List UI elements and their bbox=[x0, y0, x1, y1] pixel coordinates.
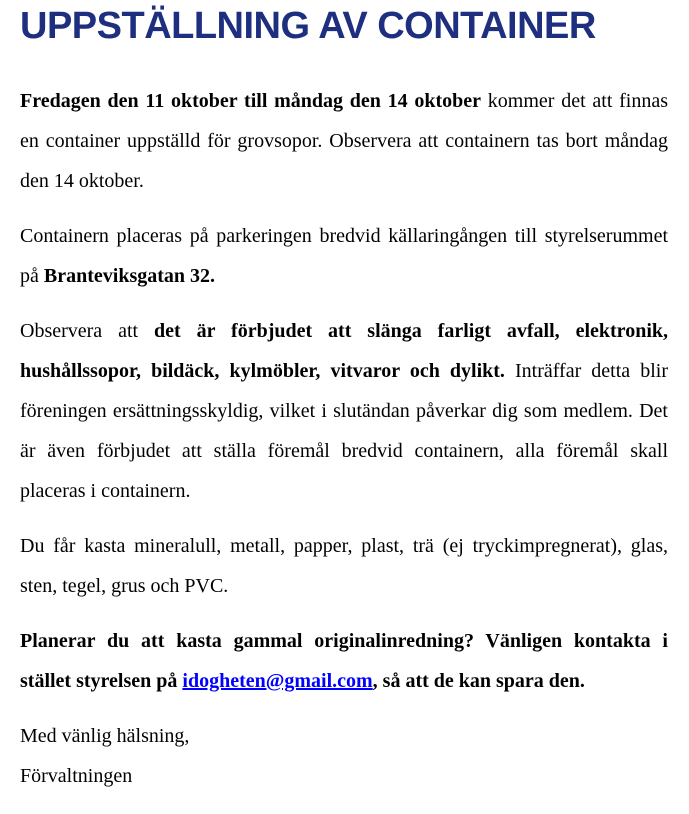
closing-signature: Förvaltningen bbox=[20, 764, 133, 787]
paragraph-container-dates bbox=[20, 81, 668, 201]
email-link[interactable]: idogheten@gmail.com bbox=[182, 669, 373, 692]
paragraph-furnishings-lead-text: Planerar du att kasta gammal originalinredning? Vänligen kontakta i stället styrelsen på bbox=[20, 629, 668, 692]
paragraph-dates-regular-text: kommer det att finnas en container uppställd för grovsopor. Observera att containern tas bort måndag den 14 oktober. bbox=[20, 89, 669, 192]
paragraph-forbidden-lead-text: Observera att bbox=[20, 319, 155, 342]
paragraph-allowed-items: Du får kasta mineralull, metall, papper, plast, trä (ej tryckimpregnerat), glas, sten, tegel, grus och PVC. bbox=[20, 534, 668, 597]
page-title: UPPSTÄLLNING AV CONTAINER bbox=[20, 5, 596, 47]
paragraph-dates-bold-text: Fredagen den 11 oktober till måndag den 14 oktober bbox=[20, 89, 482, 112]
paragraph-location-regular-text: Containern placeras på parkeringen bredvid källaringången till styrelserummet på bbox=[20, 224, 668, 287]
paragraph-container-location bbox=[20, 216, 668, 296]
paragraph-forbidden-bold-text: det är förbjudet att slänga farligt avfall, elektronik, hushållssopor, bildäck, kylmöbler, vitvaror och dylikt. bbox=[20, 319, 669, 382]
paragraph-location-address-bold: Branteviksgatan 32. bbox=[43, 264, 216, 287]
paragraph-original-furnishings bbox=[20, 621, 668, 701]
paragraph-forbidden-items bbox=[20, 311, 668, 511]
paragraph-furnishings-end-text: , så att de kan spara den. bbox=[372, 669, 585, 692]
closing-greeting: Med vänlig hälsning, bbox=[20, 724, 190, 747]
paragraph-forbidden-rest-text: Inträffar detta blir föreningen ersättningsskyldig, vilket i slutändan påverkar dig som medlem. Det är även förbjudet att ställa föremål bredvid containern, alla föremål skall placeras i containern. bbox=[20, 359, 669, 502]
